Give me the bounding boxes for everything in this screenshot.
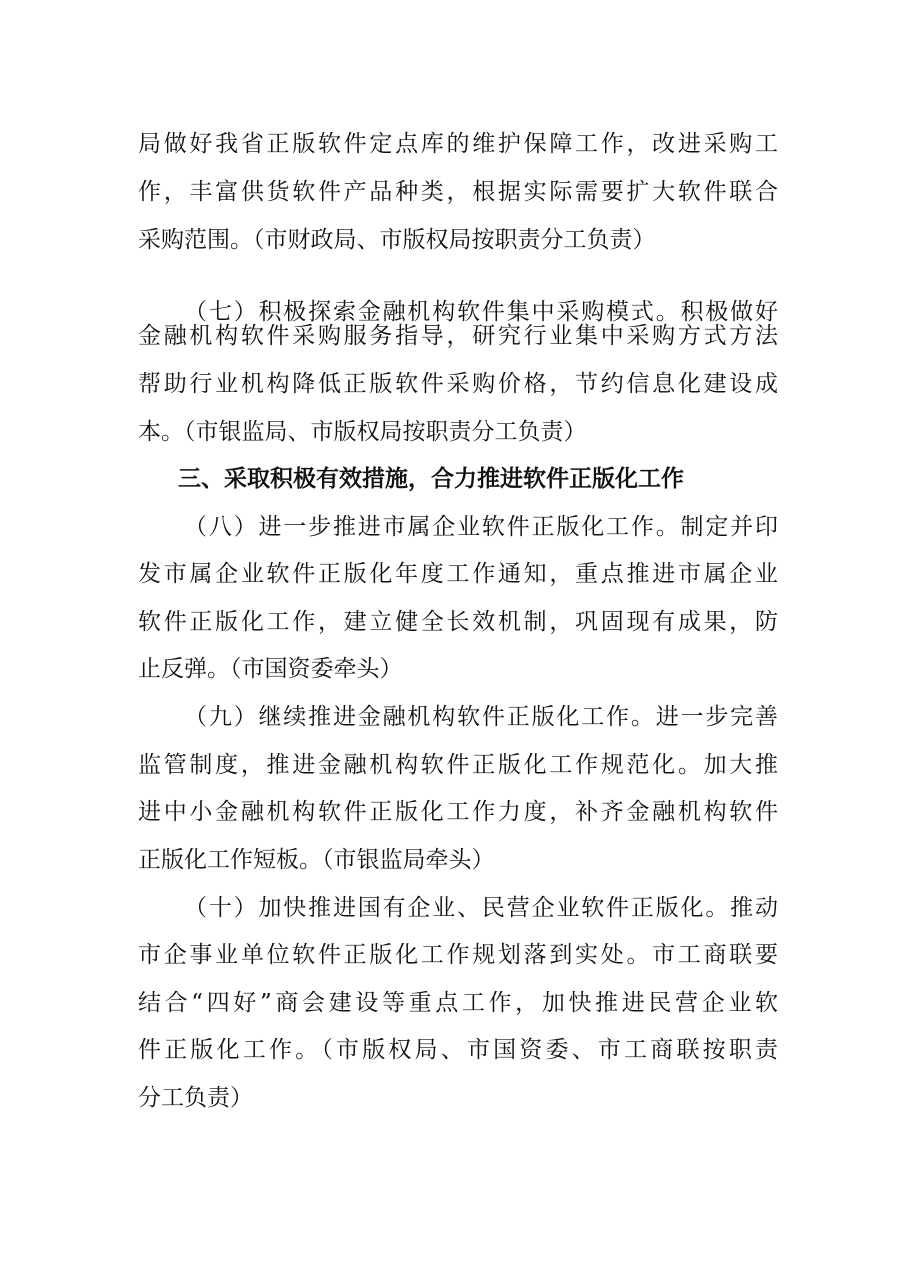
paragraph-start-line: （八）进一步推进市属企业软件正版化工作。制定并印	[184, 514, 778, 540]
text-line: 监管制度，推进金融机构软件正版化工作规范化。加大推	[138, 752, 778, 778]
text-line: 正版化工作短板。（市银监局牵头）	[138, 847, 495, 873]
text-line: 件正版化工作。（市版权局、市国资委、市工商联按职责	[138, 1037, 778, 1063]
text-line: 市企事业单位软件正版化工作规划落到实处。市工商联要	[138, 942, 778, 968]
paragraph-start-line: （七）积极探索金融机构软件集中采购模式。积极做好	[184, 299, 778, 325]
text-line: 金融机构软件采购服务指导，研究行业集中采购方式方法	[138, 323, 778, 349]
text-line: 止反弹。（市国资委牵头）	[138, 656, 403, 682]
text-line: 结合“四好”商会建设等重点工作，加快推进民营企业软	[138, 990, 778, 1016]
text-line: 软件正版化工作，建立健全长效机制，巩固现有成果，防	[138, 609, 778, 635]
text-line: 本。（市银监局、市版权局按职责分工负责）	[138, 419, 587, 445]
text-line: 采购范围。（市财政局、市版权局按职责分工负责）	[138, 227, 656, 253]
paragraph-start-line: （十）加快推进国有企业、民营企业软件正版化。推动	[184, 895, 778, 921]
text-line: 局做好我省正版软件定点库的维护保障工作，改进采购工	[138, 131, 778, 157]
text-line: 作，丰富供货软件产品种类，根据实际需要扩大软件联合	[138, 179, 778, 205]
text-line: 发市属企业软件正版化年度工作通知，重点推进市属企业	[138, 561, 778, 587]
text-line: 进中小金融机构软件正版化工作力度，补齐金融机构软件	[138, 799, 778, 825]
paragraph-start-line: （九）继续推进金融机构软件正版化工作。进一步完善	[184, 704, 778, 730]
text-line: 分工负责）	[138, 1085, 253, 1111]
text-line: 帮助行业机构降低正版软件采购价格，节约信息化建设成	[138, 371, 778, 397]
section-heading: 三、采取积极有效措施，合力推进软件正版化工作	[178, 466, 684, 492]
